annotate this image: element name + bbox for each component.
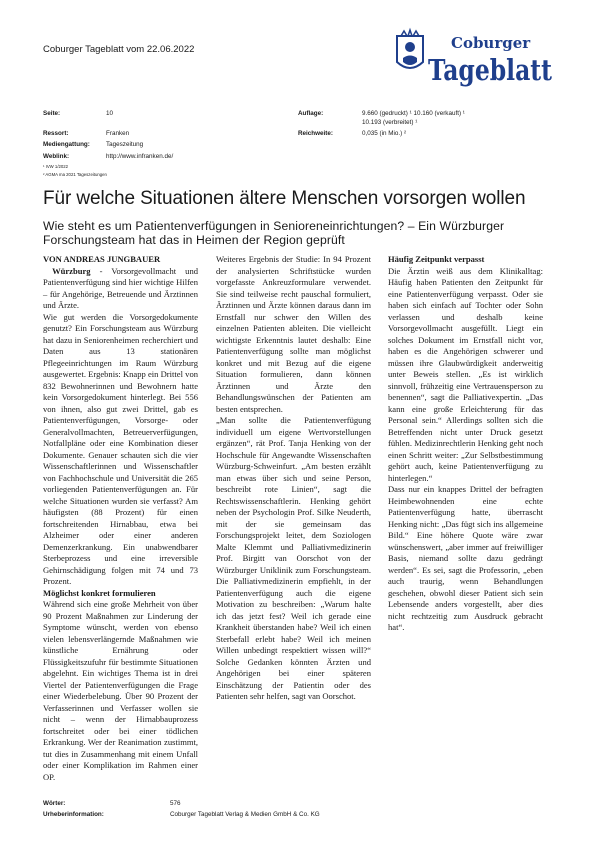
article-paragraph: Dass nur ein knappes Drittel der befragten Heimbewohnenden eine echte Patientenverfügung hatte, überrascht Henking nicht: „Das fügt sich ins allgemeine Bild.“ Eine höhere Quote wäre zwar wünschenswert, „aber immer auf freiwilliger Basis, niemand sollte dazu gedrängt werden“. Es sei, sagt die Professorin, „eben auch traurig, wenn Behandlungen geschehen, obwohl dieser Patient sich sein Lebensende anders vorgestellt, aber dies nicht rechtzeitig zum Ausdruck gebracht hat“. bbox=[388, 484, 543, 632]
article-paragraph: Während sich eine große Mehrheit von über 90 Prozent Maßnahmen zur Linderung der Symptome wünscht, werden von ebenso vielen lebensverlängernde Maßnahmen wie künstliche Ernährung oder Flüssigkeitszufuhr für bestimmte Situationen abgelehnt. Ein wichtiges Thema ist in drei Viertel der Patientenverfügungen die Frage einer Wiederbelebung. Über 90 Prozent der Verfasserinnen und Verfasser wollen sie nicht – wenn der Hirnabbauprozess fortschreitet oder bei einer tödlichen Erkrankung. Wer der Reanimation zustimmt, tut dies in Zusammenhang mit einem Unfall oder einer Komplikation im Rahmen einer OP. bbox=[43, 599, 198, 782]
article-subheading: Häufig Zeitpunkt verpasst bbox=[388, 254, 485, 264]
meta-weblink-label: Weblink: bbox=[43, 153, 70, 160]
footer-woerter-label: Wörter: bbox=[43, 800, 66, 807]
footer-urheber-label: Urheberinformation: bbox=[43, 811, 104, 818]
meta-gattung-value: Tageszeitung bbox=[106, 141, 144, 148]
meta-weblink-value[interactable]: http://www.infranken.de/ bbox=[106, 153, 174, 160]
meta-seite-label: Seite: bbox=[43, 110, 61, 117]
article-byline: VON ANDREAS JUNGBAUER bbox=[43, 254, 161, 264]
meta-reichweite-value: 0,035 (in Mio.) ² bbox=[362, 130, 407, 137]
article-column-1 bbox=[43, 254, 198, 783]
meta-auflage-label: Auflage: bbox=[298, 110, 324, 117]
meta-gattung-label: Mediengattung: bbox=[43, 141, 90, 148]
article-subheading: Möglichst konkret formulieren bbox=[43, 587, 156, 598]
article-column-3 bbox=[388, 254, 543, 634]
meta-auflage-value-2: 10.193 (verbreitet) ¹ bbox=[362, 119, 418, 126]
article-lead bbox=[43, 266, 198, 312]
meta-auflage-value-1: 9.660 (gedruckt) ¹ 10.160 (verkauft) ¹ bbox=[362, 110, 465, 117]
footer-urheber-value: Coburger Tageblatt Verlag & Medien GmbH & Co. KG bbox=[170, 811, 320, 818]
article-paragraph: „Man sollte die Patientenverfügung individuell um eigene Wertvorstellungen ergänzen“, rät Prof. Tanja Henking von der Hochschule für Angewandte Wissenschaften Würzburg-Schweinfurt. „Am besten erzählt man etwas über sich und seine Person, beschreibt rote Linien“, sagt die Rechtswissenschaftlerin. Henking gehört neben der Psychologin Prof. Silke Neuderth, mit der sie gemeinsam das Forschungsprojekt leitet, dem Soziologen Malte Klemmt und Palliativmedizinerin Prof. Birgitt van Oorschot von der Würzburger Uniklinik zum Forschungsteam. Die Palliativmedizinerin empfiehlt, in der Patientenverfügung auch die eigene Motivation zu beschreiben: „Warum halte ich das jetzt fest? Weil ich gerade eine Krankheit überstanden habe? Weil ich einen Sterbefall erlebt habe? Weil ich meinen Willen unbedingt respektiert wissen will?“ Solche Gedanken könnten Ärzten und Angehörigen bei einer späteren Einschätzung der Patientin oder des Patienten sehr helfen, sagt van Oorschot. bbox=[216, 415, 371, 701]
newspaper-logo bbox=[393, 28, 555, 86]
meta-seite-value: 10 bbox=[106, 110, 114, 117]
logo-subtitle: Coburger bbox=[451, 34, 531, 52]
meta-footnote-1: ¹ IVW 1/2022 bbox=[43, 164, 69, 169]
article-paragraph: Weiteres Ergebnis der Studie: In 94 Prozent der analysierten Schriftstücke wurden vorgefasste Ankreuzformulare verwendet. Sie sind teilweise recht pauschal formuliert, Ärztinnen und Ärzte können daraus dann im Ernstfall nur schwer den Willen des einzelnen Patienten ableiten. Die vielleicht wichtigste Erkenntnis lautet deshalb: Eine Patientenverfügung sollte man möglichst konkret und mit Bezug auf die eigene Situation formulieren, dann können Ärztinnen und Ärzte den Behandlungswünschen der Patienten am besten entsprechen. bbox=[216, 254, 371, 414]
dateline: Würzburg bbox=[52, 265, 91, 276]
article-title: Für welche Situationen ältere Menschen vorsorgen wollen bbox=[43, 188, 526, 209]
article-column-2 bbox=[216, 254, 371, 703]
coat-of-arms-icon bbox=[397, 30, 423, 68]
meta-ressort-value: Franken bbox=[106, 130, 130, 137]
logo-title: Tageblatt bbox=[428, 53, 553, 87]
meta-reichweite-label: Reichweite: bbox=[298, 130, 333, 137]
lead-text: - Vorsorgevollmacht und Patientenverfügung sind hier wichtige Hilfen – für Angehörige, Betreuende und Ärztinnen und Ärzte. bbox=[43, 265, 198, 310]
meta-footnote-2: ² AGMA ma 2021 Tageszeitungen bbox=[43, 172, 107, 177]
article-paragraph: Die Ärztin weiß aus dem Klinikalltag: Häufig haben Patienten den Zeitpunkt für eine Patientenverfügung verpasst. Oder sie haben sich einfach auf Tochter oder Sohn verlassen und deshalb keine Vorsorgevollmacht ausgefüllt. Liegt ein solches Dokument im Ernstfall nicht vor, haben es die Angehörigen schwerer und müssen ihre Glaubwürdigkeit anderweitig unter Beweis stellen. „Es ist wirklich sinnvoll, frühzeitig eine Vertrauensperson zu benennen“, sagt die Palliativexpertin. „Das kann eine große Erleichterung für das Personal sein.“ Allerdings sollten sich die Betreffenden nicht unter Druck gesetzt fühlen. Medizinrechtlerin Henking geht noch einen Schritt weiter: „Zur Selbstbestimmung gehört auch, keine Patientenverfügung zu hinterlegen.“ bbox=[388, 265, 543, 483]
meta-ressort-label: Ressort: bbox=[43, 130, 69, 137]
footer-woerter-value: 576 bbox=[170, 800, 181, 807]
article-subtitle: Wie steht es um Patientenverfügungen in Senioreneinrichtungen? – Ein Würzburger Forschungsteam hat das in Heimen der Region geprüft bbox=[43, 219, 505, 247]
article-paragraph: Wie gut werden die Vorsorgedokumente genutzt? Ein Forschungsteam aus Würzburg hat dazu in Seniorenheimen recherchiert und Daten aus 13 stationären Pflegeeinrichtungen im Raum Würzburg ausgewertet. Ergebnis: Knapp ein Drittel von 832 Bewohnerinnen und Bewohnern hatte kein Vorsorgedokument hinterlegt. Bei 556 von ihnen, also gut zwei Drittel, gab es Patientenverfügungen, Vorsorge- oder Generalvollmachten, Betreuerverfügungen, Notfallpläne oder eine Kombination dieser Dokumente. Genauer schauten sich die vier Wissenschaftlerinnen und Wissenschaftler von Fachhochschule und Universität die 265 vorliegenden Patientenverfügungen an. Für welche Situationen wurden sie verfasst? Am häufigsten (88 Prozent) für einen fortschreitenden Hirnabbau, etwa bei Alzheimer oder einer anderen Demenzerkrankung. Ein unabwendbarer Sterbeprozess und eine irreversible Gehirnschädigung folgen mit 74 und 73 Prozent. bbox=[43, 311, 198, 586]
source-line: Coburger Tageblatt vom 22.06.2022 bbox=[43, 44, 195, 55]
